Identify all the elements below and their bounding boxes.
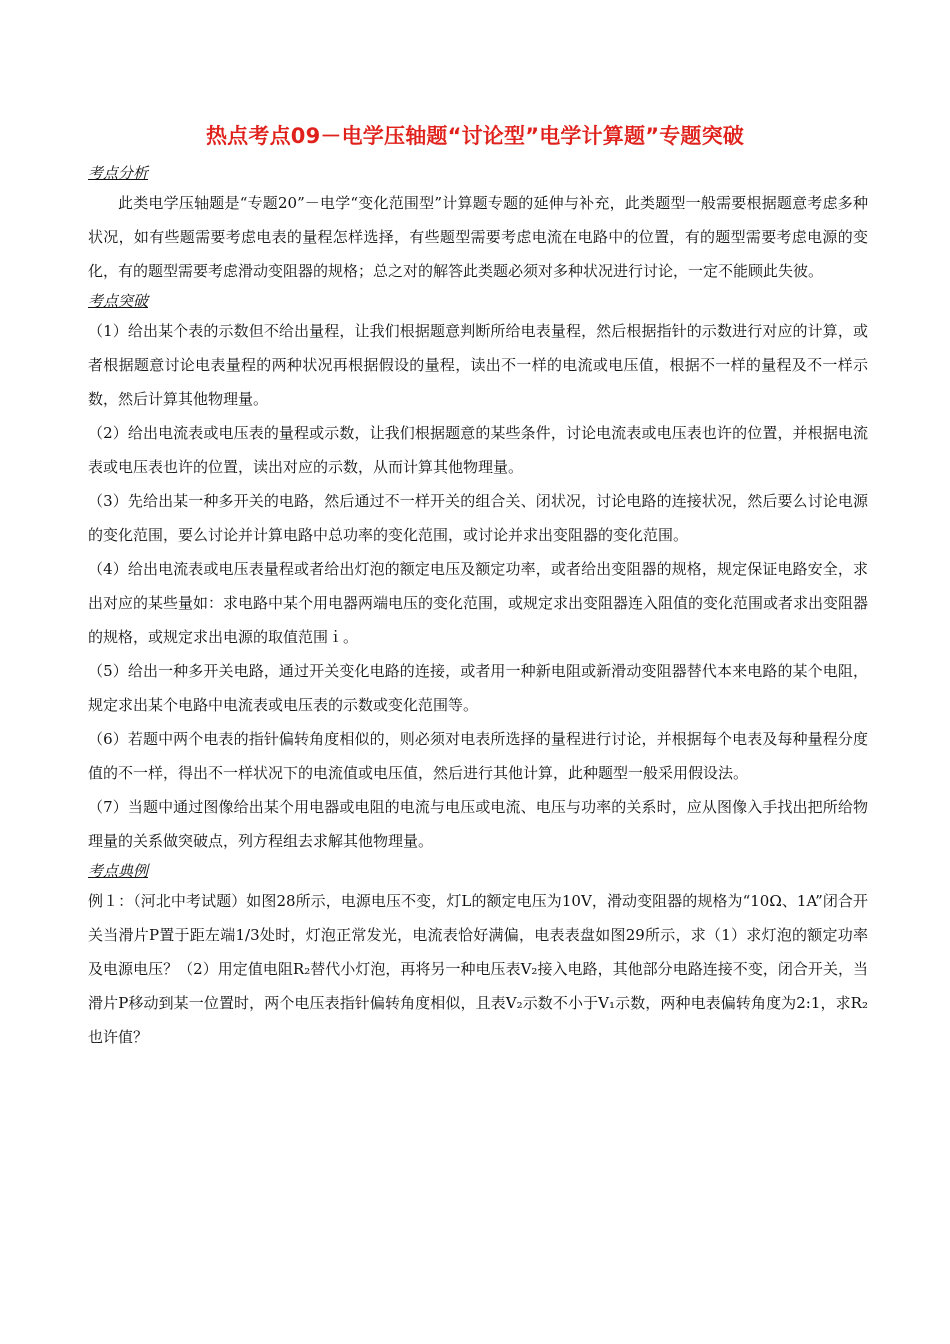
document-title: 热点考点09－电学压轴题“讨论型”电学计算题”专题突破 — [205, 124, 745, 148]
breakthrough-item-6: （6）若题中两个电表的指针偏转角度相似的，则必须对电表所选择的量程进行讨论，并根据每个电表及每种量程分度值的不一样，得出不一样状况下的电流值或电压值，然后进行其他计算，此种题型一般采用假设法。 — [88, 730, 868, 782]
breakthrough-item-1: （1）给出某个表的示数但不给出量程，让我们根据题意判断所给电表量程，然后根据指针的示数进行对应的计算，或者根据题意讨论电表量程的两种状况再根据假设的量程，读出不一样的电流或电压值，根据不一样的量程及不一样示数，然后计算其他物理量。 — [88, 322, 868, 408]
section-heading-breakthrough: 考点突破 — [88, 292, 149, 310]
document-body — [88, 160, 868, 1054]
breakthrough-item-7: （7）当题中通过图像给出某个用电器或电阻的电流与电压或电流、电压与功率的关系时，应从图像入手找出把所给物理量的关系做突破点，列方程组去求解其他物理量。 — [88, 798, 868, 850]
section-heading-analysis: 考点分析 — [88, 164, 149, 182]
section-heading-example: 考点典例 — [88, 862, 149, 880]
breakthrough-item-5: （5）给出一种多开关电路，通过开关变化电路的连接，或者用一种新电阻或新滑动变阻器替代本来电路的某个电阻，规定求出某个电路中电流表或电压表的示数或变化范围等。 — [88, 662, 868, 714]
breakthrough-item-3: （3）先给出某一种多开关的电路，然后通过不一样开关的组合关、闭状况，讨论电路的连接状况，然后要么讨论电源的变化范围，要么讨论并计算电路中总功率的变化范围，或讨论并求出变阻器的变化范围。 — [88, 492, 868, 544]
breakthrough-item-2: （2）给出电流表或电压表的量程或示数，让我们根据题意的某些条件，讨论电流表或电压表也许的位置，并根据电流表或电压表也许的位置，读出对应的示数，从而计算其他物理量。 — [88, 424, 868, 476]
breakthrough-item-4: （4）给出电流表或电压表量程或者给出灯泡的额定电压及额定功率，或者给出变阻器的规格，规定保证电路安全，求出对应的某些量如：求电路中某个用电器两端电压的变化范围，或规定求出变阻器连入阻值的变化范围或者求出变阻器的规格，或规定求出电源的取值范围ｉ。 — [88, 560, 869, 646]
example-1-paragraph: 例１：（河北中考试题）如图28所示，电源电压不变，灯L的额定电压为10V，滑动变阻器的规格为“10Ω、1A”闭合开关当滑片P置于距左端1/3处时，灯泡正常发光，电流表恰好满偏，电表表盘如图29所示，求（1）求灯泡的额定功率及电源电压？（2）用定值电阻R₂替代小灯泡，再将另一种电压表V₂接入电路，其他部分电路连接不变，闭合开关，当滑片P移动到某一位置时，两个电压表指针偏转角度相似，且表V₂示数不小于V₁示数，两种电表偏转角度为2:1，求R₂也许值？ — [88, 892, 868, 1046]
analysis-paragraph: 此类电学压轴题是“专题20”－电学“变化范围型”计算题专题的延伸与补充，此类题型一般需要根据题意考虑多种状况，如有些题需要考虑电表的量程怎样选择，有些题型需要考虑电流在电路中的位置，有的题型需要考虑电源的变化，有的题型需要考虑滑动变阻器的规格；总之对的解答此类题必须对多种状况进行讨论，一定不能顾此失彼。 — [88, 194, 868, 280]
